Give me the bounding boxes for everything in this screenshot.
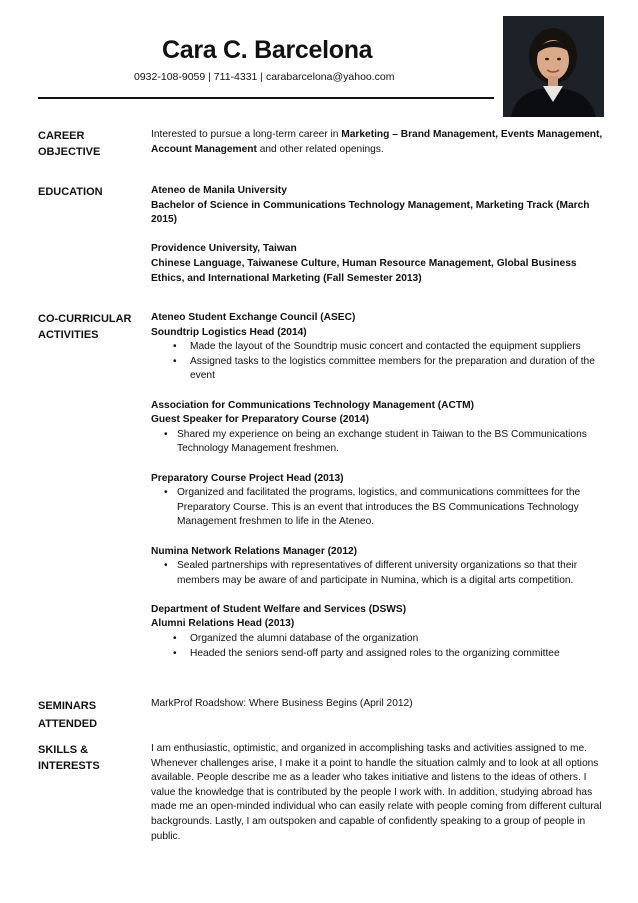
role-title: Guest Speaker for Preparatory Course (2014) <box>151 414 369 426</box>
role-title: Soundtrip Logistics Head (2014) <box>151 326 307 338</box>
bullet-icon: • <box>173 633 177 645</box>
bullet-icon: • <box>164 428 168 440</box>
role-title: Alumni Relations Head (2013) <box>151 618 295 630</box>
degree-details: Bachelor of Science in Communications Technology Management, Marketing Track (March 2015) <box>151 199 590 226</box>
list-item: • Headed the seniors send-off party and assigned roles to the organizing committee <box>151 647 605 662</box>
role-title: Preparatory Course Project Head (2013) <box>151 472 344 484</box>
bullet-list <box>151 632 605 661</box>
bullet-list <box>151 486 605 530</box>
organization-name: Ateneo Student Exchange Council (ASEC) <box>151 312 356 323</box>
contact-info: 0932-108-9059 | 711-4331 | carabarcelona@yahoo.com <box>134 71 395 83</box>
school-name: Providence University, Taiwan <box>151 243 297 255</box>
career-objective-label: CAREER OBJECTIVE <box>38 130 101 158</box>
skills-text: I am enthusiastic, optimistic, and organized in accomplishing tasks and activities assigned to me. Whenever challenges arise, I make it a point to handle the situation calmly and to look at all options available. People describe me as a leader who takes initiative and listens to the ideas of others. I value the knowledge that is contributed by the people I work with. In addition, studying abroad has made me an open-minded individual who can easily relate with people coming from different cultural backgrounds. Lastly, I am outspoken and capable of confidently speaking to a group of people in public. <box>151 743 602 842</box>
header-divider <box>38 97 494 99</box>
skills-label: SKILLS & INTERESTS <box>38 744 100 772</box>
career-objective-text: Interested to pursue a long-term career in Marketing – Brand Management, Events Management, Account Management and other related openings. <box>151 129 603 155</box>
bullet-icon: • <box>173 647 177 659</box>
bullet-icon: • <box>173 341 177 353</box>
list-item: • Organized and facilitated the programs, logistics, and communications committees for the Preparatory Course. This is an event that introduces the BS Communications Technology Management freshmen to life in the Ateneo. <box>164 487 581 528</box>
cocurricular-label: CO-CURRICULAR ACTIVITIES <box>38 313 132 341</box>
education-label: EDUCATION <box>38 186 103 198</box>
bullet-list <box>151 340 605 384</box>
role-title: Numina Network Relations Manager (2012) <box>151 545 358 557</box>
bullet-list <box>151 428 605 457</box>
school-name: Ateneo de Manila University <box>151 185 287 196</box>
degree-details: Chinese Language, Taiwanese Culture, Human Resource Management, Global Business Ethics, and International Marketing (Fall Semester 2013) <box>151 257 577 284</box>
organization-name: Association for Communications Technology Management (ACTM) <box>151 399 474 411</box>
list-item: • Organized the alumni database of the organization <box>151 632 605 647</box>
bullet-icon: • <box>164 560 168 572</box>
list-item: • Shared my experience on being an exchange student in Taiwan to the BS Communications Technology Management freshmen. <box>164 428 587 455</box>
education-content <box>151 184 605 286</box>
bullet-icon: • <box>164 487 168 499</box>
list-item: • Assigned tasks to the logistics committee members for the preparation and duration of the event <box>173 355 595 382</box>
candidate-name: Cara C. Barcelona <box>162 36 373 64</box>
list-item: • Made the layout of the Soundtrip music concert and contacted the equipment suppliers <box>151 340 605 355</box>
bullet-icon: • <box>173 355 177 367</box>
seminars-label: SEMINARS ATTENDED <box>38 700 98 730</box>
cocurricular-content <box>151 311 605 661</box>
list-item: • Sealed partnerships with representatives of different university organizations so that their members may be aware of and participate in Numina, which is a digital arts competition. <box>164 560 578 586</box>
profile-photo <box>503 16 604 117</box>
seminars-text: MarkProf Roadshow: Where Business Begins (April 2012) <box>151 698 413 709</box>
bullet-list <box>151 559 605 588</box>
organization-name: Department of Student Welfare and Services (DSWS) <box>151 603 407 615</box>
